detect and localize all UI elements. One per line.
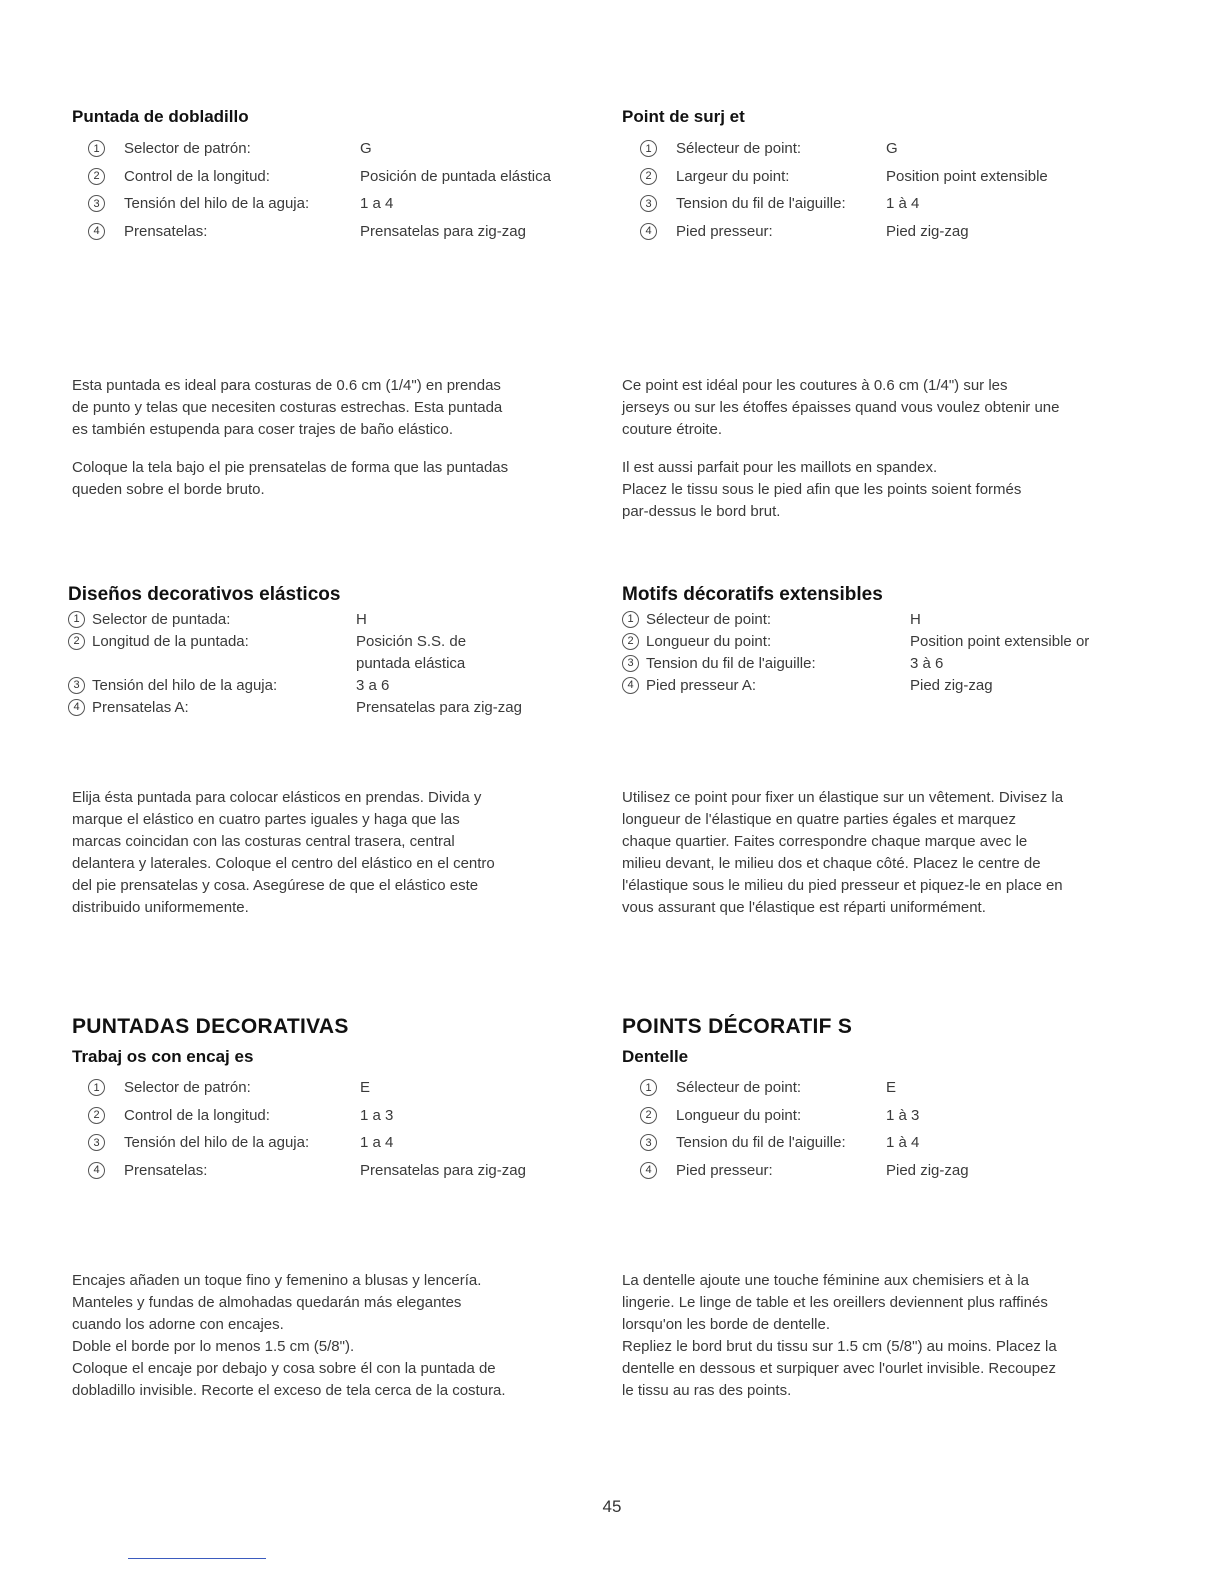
elastic-description-es <box>72 787 612 919</box>
circled-number-icon: 4 <box>640 1162 657 1179</box>
elastic-decorative-title-es: Diseños decorativos elásticos <box>68 584 341 605</box>
setting-label: Prensatelas: <box>124 222 208 240</box>
paragraph-line: Repliez le bord brut du tissu sur 1.5 cm (5/8") au moins. Placez la <box>622 1338 1057 1355</box>
decorative-stitches-section-title-es: PUNTADAS DECORATIVAS <box>72 1015 349 1038</box>
lace-settings-es <box>88 1074 628 1184</box>
paragraph-line: delantera y laterales. Coloque el centro del elástico en el centro <box>72 855 495 872</box>
setting-row <box>640 163 1180 191</box>
setting-row <box>88 163 628 191</box>
setting-value: G <box>360 140 372 158</box>
hem-settings-fr <box>640 135 1180 245</box>
circled-number-icon: 2 <box>640 1107 657 1124</box>
setting-row <box>88 1102 628 1130</box>
paragraph-line: del pie prensatelas y cosa. Asegúrese de que el elástico este <box>72 877 479 894</box>
paragraph <box>622 375 1162 441</box>
setting-row <box>68 608 608 630</box>
paragraph-line: vous assurant que l'élastique est réparti uniformément. <box>622 899 986 916</box>
hem-stitch-title-fr: Point de surj et <box>622 107 745 126</box>
paragraph-line: Utilisez ce point pour fixer un élastique sur un vêtement. Divisez la <box>622 789 1064 806</box>
paragraph <box>72 375 612 441</box>
paragraph-line: Elija ésta puntada para colocar elásticos en prendas. Divida y <box>72 789 482 806</box>
paragraph-line: Esta puntada es ideal para costuras de 0.6 cm (1/4") en prendas <box>72 377 501 394</box>
lace-settings-fr <box>640 1074 1180 1184</box>
setting-value: 1 a 4 <box>360 195 394 213</box>
circled-number-icon: 2 <box>640 168 657 185</box>
paragraph-line: lorsqu'on les borde de dentelle. <box>622 1316 831 1333</box>
setting-label: Control de la longitud: <box>124 167 270 185</box>
setting-row <box>640 1074 1180 1102</box>
setting-row <box>88 190 628 218</box>
paragraph-line: dentelle en dessous et surpiquer avec l'ourlet invisible. Recoupez <box>622 1360 1056 1377</box>
paragraph-line: Il est aussi parfait pour les maillots en spandex. <box>622 459 938 476</box>
circled-number-icon: 4 <box>88 1162 105 1179</box>
circled-number-icon: 3 <box>640 1134 657 1151</box>
setting-value: H <box>356 610 367 628</box>
setting-row <box>640 1157 1180 1185</box>
setting-value: Pied zig-zag <box>886 222 969 240</box>
circled-number-icon: 1 <box>640 1079 657 1096</box>
setting-label: Prensatelas: <box>124 1161 208 1179</box>
paragraph-line: lingerie. Le linge de table et les oreillers deviennent plus raffinés <box>622 1294 1048 1311</box>
circled-number-icon: 2 <box>88 168 105 185</box>
setting-row <box>640 190 1180 218</box>
setting-value: 1 à 4 <box>886 1134 920 1152</box>
setting-row <box>640 1129 1180 1157</box>
page-number: 45 <box>602 1497 622 1516</box>
setting-row <box>88 1157 628 1185</box>
setting-label: Tension du fil de l'aiguille: <box>676 1134 846 1152</box>
elastic-description-fr <box>622 787 1162 919</box>
setting-value: Prensatelas para zig-zag <box>360 1161 526 1179</box>
setting-row <box>68 674 608 696</box>
setting-value: Prensatelas para zig-zag <box>356 698 522 716</box>
setting-row <box>68 630 608 652</box>
paragraph <box>622 787 1162 919</box>
circled-number-icon: 4 <box>640 223 657 240</box>
circled-number-icon: 1 <box>88 140 105 157</box>
elastic-settings-fr <box>622 608 1162 696</box>
lace-description-es <box>72 1270 612 1402</box>
paragraph-line: milieu devant, le milieu dos et chaque côté. Placez le centre de <box>622 855 1041 872</box>
setting-value: E <box>360 1079 371 1097</box>
circled-number-icon: 1 <box>622 611 639 628</box>
elastic-decorative-title-fr: Motifs décoratifs extensibles <box>622 584 883 605</box>
setting-label: Tension du fil de l'aiguille: <box>676 195 846 213</box>
paragraph-line: de punto y telas que necesiten costuras estrechas. Esta puntada <box>72 399 503 416</box>
setting-label: Selector de puntada: <box>92 610 231 628</box>
setting-row <box>88 1129 628 1157</box>
lace-work-title-es: Trabaj os con encaj es <box>72 1047 254 1066</box>
setting-row <box>640 1102 1180 1130</box>
paragraph-line: Coloque el encaje por debajo y cosa sobre él con la puntada de <box>72 1360 496 1377</box>
paragraph <box>72 1270 612 1402</box>
setting-label: Pied presseur A: <box>646 676 757 694</box>
circled-number-icon: 2 <box>68 633 85 650</box>
paragraph <box>72 457 612 501</box>
setting-value: Posición S.S. de <box>356 632 467 650</box>
circled-number-icon: 1 <box>68 611 85 628</box>
setting-label: Sélecteur de point: <box>676 1079 802 1097</box>
setting-label: Tensión del hilo de la aguja: <box>92 676 278 694</box>
setting-row <box>622 630 1162 652</box>
paragraph-line: marcas coincidan con las costuras central trasera, central <box>72 833 455 850</box>
setting-row <box>622 608 1162 630</box>
elastic-settings-es <box>68 608 608 718</box>
paragraph-line: jerseys ou sur les étoffes épaisses quand vous voulez obtenir une <box>622 399 1060 416</box>
circled-number-icon: 3 <box>622 655 639 672</box>
setting-value: Prensatelas para zig-zag <box>360 222 526 240</box>
paragraph-line: La dentelle ajoute une touche féminine aux chemisiers et à la <box>622 1272 1029 1289</box>
setting-row <box>88 1074 628 1102</box>
paragraph-line: l'élastique sous le milieu du pied presseur et piquez-le en place en <box>622 877 1063 894</box>
setting-value: 1 à 4 <box>886 195 920 213</box>
setting-value: Position point extensible <box>886 167 1048 185</box>
paragraph-line: longueur de l'élastique en quatre parties égales et marquez <box>622 811 1016 828</box>
setting-label: Pied presseur: <box>676 1161 773 1179</box>
setting-value: Pied zig-zag <box>886 1161 969 1179</box>
circled-number-icon: 1 <box>640 140 657 157</box>
setting-label: Sélecteur de point: <box>646 610 772 628</box>
setting-value: Posición de puntada elástica <box>360 167 551 185</box>
paragraph-line: Encajes añaden un toque fino y femenino a blusas y lencería. <box>72 1272 482 1289</box>
circled-number-icon: 2 <box>622 633 639 650</box>
setting-label: Sélecteur de point: <box>676 140 802 158</box>
footer-rule <box>128 1558 266 1559</box>
setting-value: 1 a 3 <box>360 1106 394 1124</box>
lace-description-fr <box>622 1270 1162 1402</box>
setting-label: Longitud de la puntada: <box>92 632 249 650</box>
setting-value: E <box>886 1079 897 1097</box>
setting-row <box>68 652 608 674</box>
setting-label: Longueur du point: <box>676 1106 802 1124</box>
setting-value: 1 à 3 <box>886 1106 920 1124</box>
setting-label: Selector de patrón: <box>124 1079 251 1097</box>
setting-row <box>640 218 1180 246</box>
setting-value: Position point extensible or <box>910 632 1090 650</box>
setting-row <box>88 135 628 163</box>
setting-label: Tensión del hilo de la aguja: <box>124 195 310 213</box>
circled-number-icon: 3 <box>68 677 85 694</box>
setting-value: puntada elástica <box>356 654 466 672</box>
paragraph-line: Placez le tissu sous le pied afin que les points soient formés <box>622 481 1022 498</box>
setting-value: 1 a 4 <box>360 1134 394 1152</box>
setting-label: Tensión del hilo de la aguja: <box>124 1134 310 1152</box>
lace-work-title-fr: Dentelle <box>622 1047 689 1066</box>
setting-row <box>68 696 608 718</box>
setting-value: 3 a 6 <box>356 676 390 694</box>
setting-value: 3 à 6 <box>910 654 944 672</box>
circled-number-icon: 3 <box>88 195 105 212</box>
circled-number-icon: 4 <box>88 223 105 240</box>
setting-value: Pied zig-zag <box>910 676 993 694</box>
paragraph-line: dobladillo invisible. Recorte el exceso de tela cerca de la costura. <box>72 1382 506 1399</box>
decorative-stitches-section-title-fr: POINTS DÉCORATIF S <box>622 1015 853 1038</box>
setting-label: Control de la longitud: <box>124 1106 270 1124</box>
setting-label: Pied presseur: <box>676 222 773 240</box>
paragraph-line: Ce point est idéal pour les coutures à 0.6 cm (1/4") sur les <box>622 377 1008 394</box>
setting-value: H <box>910 610 921 628</box>
setting-label: Selector de patrón: <box>124 140 251 158</box>
paragraph-line: marque el elástico en cuatro partes iguales y haga que las <box>72 811 460 828</box>
setting-value: G <box>886 140 898 158</box>
paragraph-line: par-dessus le bord brut. <box>622 503 781 520</box>
paragraph-line: chaque quartier. Faites correspondre chaque marque avec le <box>622 833 1028 850</box>
setting-label: Longueur du point: <box>646 632 772 650</box>
hem-stitch-title-es: Puntada de dobladillo <box>72 107 249 126</box>
circled-number-icon: 4 <box>68 699 85 716</box>
circled-number-icon: 2 <box>88 1107 105 1124</box>
setting-label: Prensatelas A: <box>92 698 189 716</box>
paragraph-line: queden sobre el borde bruto. <box>72 481 265 498</box>
circled-number-icon: 3 <box>88 1134 105 1151</box>
paragraph-line: Coloque la tela bajo el pie prensatelas de forma que las puntadas <box>72 459 509 476</box>
setting-label: Largeur du point: <box>676 167 790 185</box>
paragraph <box>622 1270 1162 1402</box>
setting-label: Tension du fil de l'aiguille: <box>646 654 816 672</box>
paragraph-line: le tissu au ras des points. <box>622 1382 792 1399</box>
paragraph <box>622 457 1162 523</box>
hem-settings-es <box>88 135 628 245</box>
circled-number-icon: 3 <box>640 195 657 212</box>
paragraph-line: distribuido uniformemente. <box>72 899 249 916</box>
circled-number-icon: 4 <box>622 677 639 694</box>
paragraph-line: es también estupenda para coser trajes de baño elástico. <box>72 421 454 438</box>
hem-description-fr <box>622 375 1162 523</box>
paragraph-line: couture étroite. <box>622 421 723 438</box>
setting-row <box>640 135 1180 163</box>
setting-row <box>622 674 1162 696</box>
paragraph-line: Doble el borde por lo menos 1.5 cm (5/8"). <box>72 1338 355 1355</box>
setting-row <box>88 218 628 246</box>
paragraph-line: Manteles y fundas de almohadas quedarán más elegantes <box>72 1294 462 1311</box>
paragraph <box>72 787 612 919</box>
circled-number-icon: 1 <box>88 1079 105 1096</box>
hem-description-es <box>72 375 612 501</box>
setting-row <box>622 652 1162 674</box>
paragraph-line: cuando los adorne con encajes. <box>72 1316 284 1333</box>
